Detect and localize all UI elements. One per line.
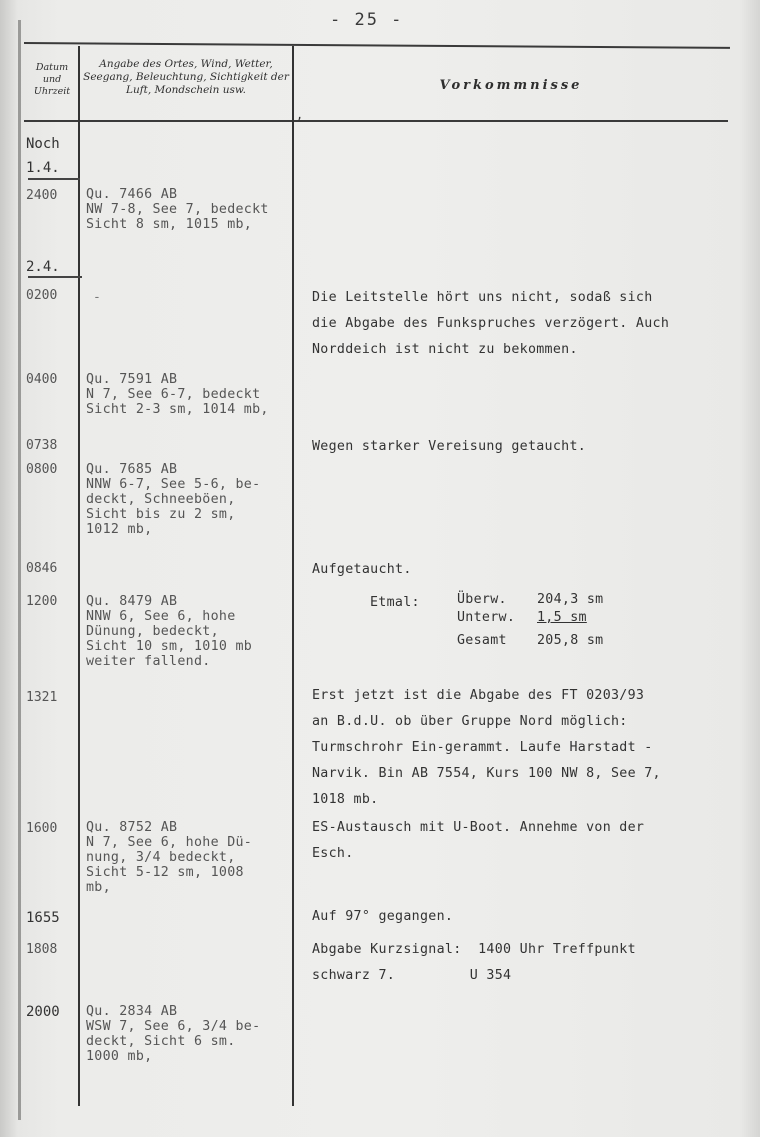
etmal-uberw-value: 204,3 sm — [537, 592, 604, 607]
vorkommnis-0738: Wegen starker Vereisung getaucht. — [312, 439, 587, 454]
header-vorkommnisse: Vorkommnisse — [439, 78, 583, 93]
vorkommnis-1655: Auf 97° gegangen. — [312, 909, 454, 924]
time-1600: 1600 — [26, 821, 58, 836]
vorkommnis-1321: Erst jetzt ist die Abgabe des FT 0203/93 an B.d.U. ob über Gruppe Nord möglich: Turmschrohr Ein-gerammt. Laufe Harstadt - Narvik. Bin AB 7554, Kurs 100 NW 8, See 7, 1018 mb. — [312, 688, 661, 807]
time-2400: 2400 — [26, 188, 58, 203]
date-1: 1.4. — [26, 160, 60, 176]
page-binding-edge — [18, 20, 21, 1120]
time-1200: 1200 — [26, 594, 58, 609]
header-datum: Datum und Uhrzeit — [33, 62, 71, 97]
header-tick-mark: , — [296, 108, 304, 122]
date-2: 2.4. — [26, 259, 60, 275]
etmal-unterw-label: Unterw. — [457, 610, 516, 625]
etmal-unterw-value: 1,5 sm — [537, 610, 587, 625]
header-rule — [24, 120, 728, 122]
vorkommnis-1808: Abgabe Kurzsignal: 1400 Uhr Treffpunkt schwarz 7. U 354 — [312, 942, 636, 983]
ort-2000: Qu. 2834 AB WSW 7, See 6, 3/4 be- deckt, Sicht 6 sm. 1000 mb, — [86, 1004, 261, 1064]
date-prefix: Noch — [26, 136, 60, 152]
date-2-underline — [28, 276, 82, 278]
ort-0800: Qu. 7685 AB NNW 6-7, See 5-6, be- deckt, Schneeböen, Sicht bis zu 2 sm, 1012 mb, — [86, 462, 261, 537]
etmal-label: Etmal: — [370, 595, 420, 610]
time-0200: 0200 — [26, 288, 58, 303]
dash-mark: - — [93, 290, 101, 305]
time-1655: 1655 — [26, 910, 60, 926]
etmal-gesamt-value: 205,8 sm — [537, 633, 604, 648]
time-1808: 1808 — [26, 942, 58, 957]
time-0846: 0846 — [26, 561, 58, 576]
etmal-gesamt-label: Gesamt — [457, 633, 507, 648]
page-number: - 25 - — [330, 10, 404, 30]
etmal-uberw-label: Überw. — [457, 592, 507, 607]
time-0738: 0738 — [26, 438, 58, 453]
ort-1200: Qu. 8479 AB NNW 6, See 6, hohe Dünung, bedeckt, Sicht 10 sm, 1010 mb weiter fallend. — [86, 594, 253, 669]
ort-1600: Qu. 8752 AB N 7, See 6, hohe Dü- nung, 3/4 bedeckt, Sicht 5-12 sm, 1008 mb, — [86, 820, 253, 895]
vorkommnis-0846: Aufgetaucht. — [312, 562, 412, 577]
column-divider-1 — [78, 46, 80, 1106]
date-1-underline — [28, 178, 80, 180]
time-0400: 0400 — [26, 372, 58, 387]
time-2000: 2000 — [26, 1004, 60, 1020]
header-ort: Angabe des Ortes, Wind, Wetter, Seegang, Beleuchtung, Sichtigkeit der Luft, Mondschein usw. — [83, 58, 289, 97]
time-0800: 0800 — [26, 462, 58, 477]
time-1321: 1321 — [26, 690, 58, 705]
vorkommnis-0200: Die Leitstelle hört uns nicht, sodaß sich die Abgabe des Funkspruches verzögert. Auch Norddeich ist nicht zu bekommen. — [312, 290, 670, 357]
vorkommnis-1600: ES-Austausch mit U-Boot. Annehme von der Esch. — [312, 820, 645, 861]
ort-0400: Qu. 7591 AB N 7, See 6-7, bedeckt Sicht 2-3 sm, 1014 mb, — [86, 372, 269, 417]
ort-2400: Qu. 7466 AB NW 7-8, See 7, bedeckt Sicht 8 sm, 1015 mb, — [86, 187, 269, 232]
top-rule — [24, 42, 730, 49]
